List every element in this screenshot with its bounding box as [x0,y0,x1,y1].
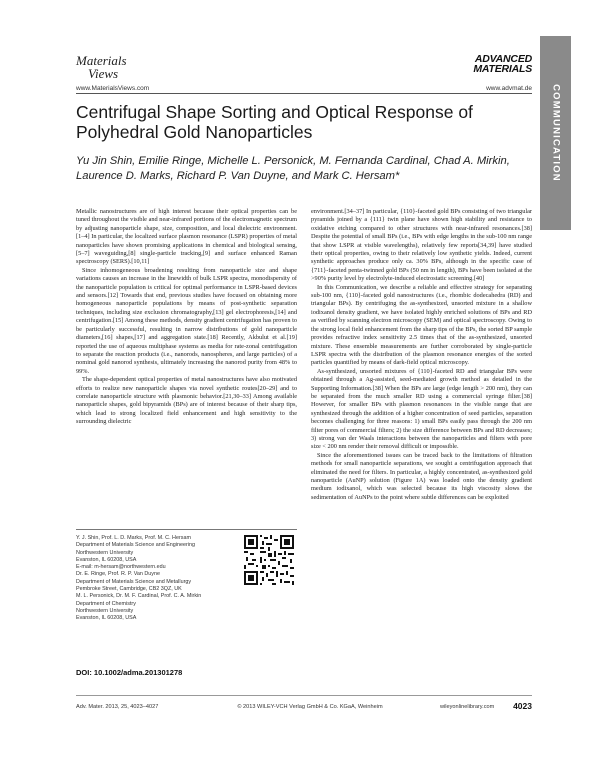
paragraph: The shape-dependent optical properties of metal nanostructures have also motivated efforts to realize new nanoparticle shapes via novel synthetic routes[20–29] and to correlate nanoparticle structure with plasmonic behavior.[21,30–33] Among available nanoparticle shapes, gold bipyramids (BPs) are of interest because of their sharp tips, which lead to strong localized field enhancement and high sensitivity to the surrounding dielectric [76,376,297,426]
affiliation-email[interactable]: E-mail: m-hersam@northwestern.edu [76,564,166,571]
affiliation-line: M. L. Personick, Dr. M. F. Cardinal, Prof. C. A. Mirkin [76,593,202,600]
article-authors: Yu Jin Shin, Emilie Ringe, Michelle L. Personick, M. Fernanda Cardinal, Chad A. Mirkin, Laurence D. Marks, Richard P. Van Duyne, and Mark C. Hersam* [76,155,510,182]
affiliation-line: Dr. E. Ringe, Prof. R. P. Van Duyne [76,571,160,578]
affiliation-line: Department of Materials Science and Engineering [76,542,195,549]
affiliations [76,535,236,623]
paragraph: environment.[34–37] In particular, {110}-faceted gold BPs consisting of two triangular pyramids joined by a {111} twin plane have shown high stability and resistance to oxidative etching compared to other structures with near-infrared resonances.[38] Despite the potential of small BPs (i.e., BPs with edge lengths in the sub-100 nm range that show LSPR at visible wavelengths), relatively few reports[34,39] have studied their optical properties, owing to their relatively low synthetic yields. Indeed, current synthetic approaches produce only ca. 30% BPs, although in the specific case of {711}-faceted penta-twinned gold BPs (50 nm in length), BPs have been isolated at the >90% purity level by electrolyte-induced electrostatic screening.[40] [311,208,532,283]
affiliation-line: Evanston, IL 60208, USA [76,615,137,622]
paragraph: Since inhomogeneous broadening resulting from nanoparticle size and shape variations causes an increase in the linewidth of bulk LSPR spectra, monodispersity of the nanoparticle population is critical for optimal performance in LSPR-based devices and sensors.[12] Towards that end, previous studies have focused on obtaining more homogeneous nanoparticle populations by means of post-synthetic separation techniques, including size exclusion chromatography,[13] gel electrophoresis,[14] and centrifugation.[15] Among these methods, density gradient centrifugation has proven to be particularly successful, resulting in narrow distributions of gold nanoparticle diameters,[16] shapes,[17] and aggregation state.[18] Recently, Akbulut et al.[19] reported the use of aqueous multiphase systems as media for rate-zonal centrifugation to separate the reaction products (i.e., nanorods, nanospheres, and large particles) of a nominal gold nanorod synthesis, ultimately increasing the nanorod purity from 48% to 99%. [76,266,297,375]
advanced-materials-logo [452,55,532,74]
affiliation-line: Department of Materials Science and Metallurgy [76,578,192,585]
materials-views-logo [76,54,136,86]
logo-line-2: MATERIALS [473,62,532,75]
logo-line-1: Materials [76,53,127,68]
materials-views-url[interactable]: www.MaterialsViews.com [76,85,150,92]
paragraph: As-synthesized, unsorted mixtures of {110}-faceted RD and triangular BPs were obtained through a Ag-assisted, seed-mediated growth method as detailed in the Supporting Information.[38] When the BPs are large (edge length > 200 nm), they can be separated from the much smaller RD using a commercial syringe filter.[38] However, for smaller BPs with plasmon resonances in the visible range that are synthesized through the addition of a higher concentration of seed particles, separation becomes challenging for three reasons: 1) small BPs easily pass through the 200 nm filter pores of commercial filters; 2) the size difference between BPs and RD decreases; 3) strong van der Waals interactions between the nanoparticles and filters with pore size < 200 nm render their removal difficult or impossible. [311,367,532,451]
section-tab [540,36,571,230]
footer-copyright: © 2013 WILEY-VCH Verlag GmbH & Co. KGaA, Weinheim [237,704,383,710]
page-number: 4023 [513,701,532,711]
footer-divider [76,695,532,696]
paragraph: Metallic nanostructures are of high interest because their optical properties can be tuned throughout the visible and near-infrared portions of the electromagnetic spectrum by adjusting nanoparticle shape, size, composition, and local dielectric environment.[1–4] In particular, the localized surface plasmon resonance (LSPR) properties of metal nanoparticles have shown promising applications in chemical and biological sensing,[5–7] waveguiding,[8] single-particle tracking,[9] and surface enhanced Raman spectroscopy (SERS).[10,11] [76,208,297,266]
affiliation-line: Y. J. Shin, Prof. L. D. Marks, Prof. M. C. Hersam [76,535,191,541]
affiliation-line: Evanston, IL 60208, USA [76,556,137,563]
article-title: Centrifugal Shape Sorting and Optical Response of Polyhedral Gold Nanoparticles [76,102,473,142]
paragraph: In this Communication, we describe a reliable and effective strategy for separating sub-100 nm, {110}-faceted gold nanostructures (i.e., rhombic dodecahedra (RD) and triangular BPs). By centrifuging the as-synthesized, unsorted mixture in a shallow iodixanol density gradient, we have isolated highly enriched solutions of BPs and RD as verified by scanning electron microscopy (SEM) and optical spectroscopy. Owing to the strong local field enhancement from the sharp tips of the BPs, the sorted BP sample provides refractive index sensitivity 2.5 times that of the as-synthesized, unsorted mixture. These ensemble measurements are further corroborated by single-particle LSPR spectra with the distribution of the plasmon resonance energies of the sorted particles quantified by means of dark-field optical microscopy. [311,283,532,367]
doi[interactable]: DOI: 10.1002/adma.201301278 [76,668,183,677]
affiliations-divider [76,529,297,530]
paragraph: Since the aforementioned issues can be traced back to the limitations of filtration methods for small nanoparticle separations, we sought a centrifugation approach that eliminated the need for filters. In particular, a highly concentrated, as-synthesized gold nanoparticle (AuNP) solution (Figure 1A) was loaded onto the density gradient medium iodixanol, which was selected because its high viscosity slows the sedimentation of AuNPs to the point where subtle differences can be exploited [311,451,532,501]
affiliation-line: Department of Chemistry [76,600,136,607]
affiliation-line: Northwestern University [76,549,134,556]
footer-site[interactable]: wileyonlinelibrary.com [440,704,495,710]
logo-line-2: Views [88,66,119,81]
qr-code[interactable] [244,535,294,585]
section-tab-label: COMMUNICATION [550,84,561,182]
affiliation-line: Pembroke Street, Cambridge, CB2 3QZ, UK [76,586,182,593]
advmat-url[interactable]: www.advmat.de [486,85,532,92]
body-column-right [311,208,532,502]
body-column-left [76,208,297,427]
affiliation-line: Northwestern University [76,607,134,614]
footer-citation: Adv. Mater. 2013, 25, 4023–4027 [76,704,159,710]
header-divider [76,93,532,94]
logo-line-1: ADVANCED [474,53,532,65]
